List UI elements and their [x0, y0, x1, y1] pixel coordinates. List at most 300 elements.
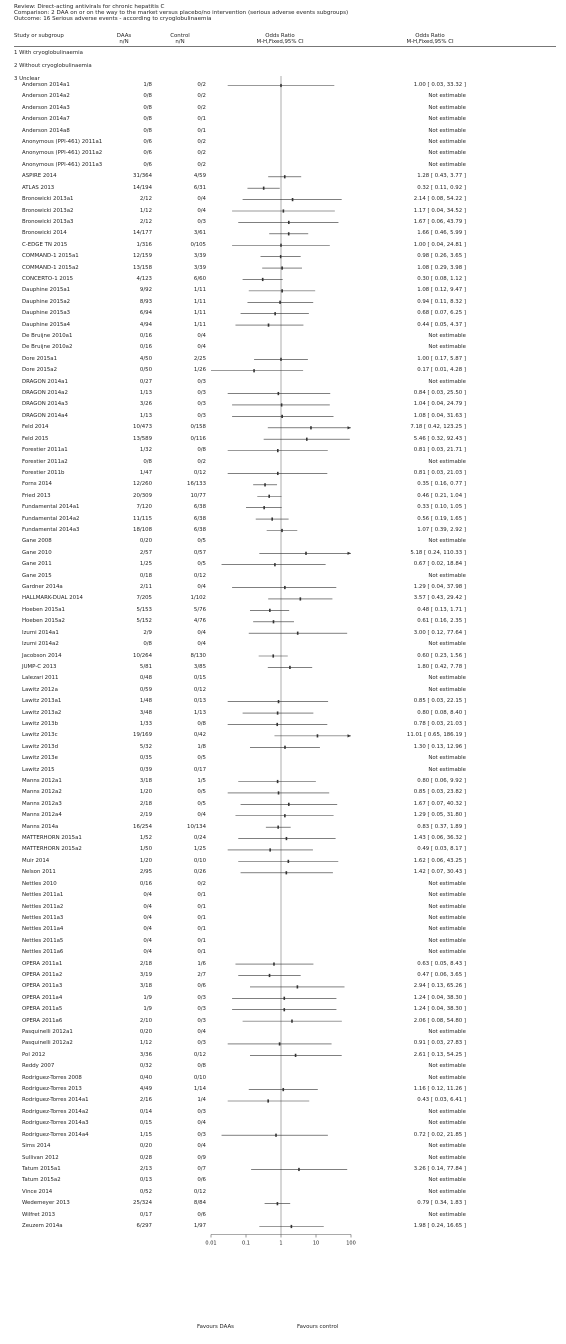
daa-events: 1/9: [143, 1006, 152, 1013]
point-estimate: [281, 415, 283, 418]
study-name: Pol 2012: [22, 1051, 46, 1058]
daa-events: 5/81: [139, 663, 152, 670]
control-events: 1/25: [193, 846, 206, 853]
daa-events: 0/6: [143, 139, 152, 146]
control-events: 1/11: [193, 321, 206, 328]
daa-events: 12/260: [133, 481, 152, 488]
point-estimate: [306, 438, 308, 441]
odds-ratio-value: 0.43 [ 0.03, 6.41 ]: [417, 1097, 466, 1104]
odds-ratio-value: 0.78 [ 0.03, 21.03 ]: [413, 720, 466, 727]
control-events: 0/4: [197, 333, 206, 340]
point-estimate: [295, 1054, 297, 1057]
odds-ratio-value: 3.00 [ 0.12, 77.64 ]: [413, 629, 466, 636]
odds-ratio-value: 1.16 [ 0.12, 11.26 ]: [413, 1086, 466, 1093]
odds-ratio-value: Not estimable: [428, 150, 466, 157]
point-estimate: [277, 1202, 279, 1205]
control-events: 0/42: [193, 732, 206, 739]
point-estimate: [278, 791, 280, 794]
control-events: 4/59: [193, 173, 206, 180]
odds-ratio-value: Not estimable: [428, 1063, 466, 1070]
daa-events: 0/18: [139, 572, 152, 579]
control-events: 0/3: [197, 1040, 206, 1047]
daa-events: 0/8: [143, 93, 152, 100]
study-name: Feld 2015: [22, 435, 49, 442]
study-name: C-EDGE TN 2015: [22, 241, 68, 248]
control-events: 1/6: [197, 960, 206, 967]
daa-events: 0/8: [143, 127, 152, 134]
study-name: De Bruijne 2010a1: [22, 333, 73, 340]
study-name: COMMAND-1 2015a1: [22, 253, 79, 260]
daa-events: 4/50: [139, 355, 152, 362]
control-events: 0/12: [193, 469, 206, 476]
daa-events: 3/18: [139, 778, 152, 784]
control-events: 0/7: [197, 1165, 206, 1172]
outcome-title: Outcome: 16 Serious adverse events - according to cryoglobulinaemia: [14, 16, 212, 22]
point-estimate: [253, 369, 255, 372]
odds-ratio-value: 1.29 [ 0.04, 37.98 ]: [413, 584, 466, 591]
point-estimate: [281, 266, 283, 269]
control-events: 1/4: [197, 1097, 206, 1104]
point-estimate: [269, 848, 271, 851]
daa-events: 0/15: [139, 1120, 152, 1127]
control-events: 0/57: [193, 549, 206, 556]
control-events: 0/5: [197, 755, 206, 762]
study-name: Bronowicki 2014: [22, 230, 67, 237]
study-name: Gardner 2014a: [22, 584, 63, 591]
daa-events: 2/16: [139, 1097, 152, 1104]
study-name: Dauphine 2015a2: [22, 298, 71, 305]
point-estimate: [268, 324, 270, 327]
control-events: 0/12: [193, 1188, 206, 1195]
odds-ratio-value: 0.94 [ 0.11, 8.32 ]: [417, 298, 466, 305]
odds-ratio-value: 0.81 [ 0.03, 21.71 ]: [413, 447, 466, 454]
control-events: 0/1: [197, 892, 206, 899]
odds-ratio-value: 1.29 [ 0.05, 31.80 ]: [413, 812, 466, 819]
daa-events: 6/94: [139, 310, 152, 317]
control-events: 0/1: [197, 914, 206, 921]
study-name: Forestier 2011a1: [22, 447, 68, 454]
control-events: 0/2: [197, 458, 206, 465]
control-events: 6/60: [193, 275, 206, 282]
study-name: Fundamental 2014a3: [22, 526, 80, 533]
study-name: Lawitz 2015: [22, 766, 55, 773]
control-events: 0/4: [197, 584, 206, 591]
odds-ratio-value: Not estimable: [428, 458, 466, 465]
control-events: 6/38: [193, 515, 206, 522]
study-name: De Bruijne 2010a2: [22, 344, 73, 351]
control-events: 0/4: [197, 1143, 206, 1150]
odds-ratio-value: Not estimable: [428, 641, 466, 648]
daa-events: 1/20: [139, 789, 152, 796]
control-events: 0/3: [197, 218, 206, 225]
odds-ratio-value: 1.43 [ 0.06, 36.32 ]: [413, 835, 466, 842]
odds-ratio-value: 1.66 [ 0.46, 5.99 ]: [417, 230, 466, 237]
study-name: Rodriguez-Torres 2013: [22, 1086, 82, 1093]
control-events: 0/4: [197, 196, 206, 203]
study-name: Gane 2010: [22, 549, 52, 556]
study-name: Pasquinelli 2012a2: [22, 1040, 73, 1047]
control-events: 0/6: [197, 983, 206, 990]
daa-events: 1/48: [139, 698, 152, 705]
subgroup-3-label: 3 Unclear: [14, 76, 40, 82]
control-events: 1/13: [193, 709, 206, 716]
study-name: Zeuzem 2014a: [22, 1223, 63, 1229]
point-estimate: [288, 221, 290, 224]
study-name: MATTERHORN 2015a2: [22, 846, 82, 853]
control-events: 0/3: [197, 1108, 206, 1115]
study-name: Manns 2012a3: [22, 800, 62, 807]
point-estimate: [278, 392, 280, 395]
study-name: Lawitz 2013c: [22, 732, 58, 739]
odds-ratio-value: 1.30 [ 0.13, 12.96 ]: [413, 743, 466, 750]
daa-events: 1/47: [139, 469, 152, 476]
study-name: Dauphine 2015a4: [22, 321, 71, 328]
control-events: 0/12: [193, 1051, 206, 1058]
control-events: 0/10: [193, 857, 206, 864]
control-events: 0/3: [197, 412, 206, 419]
control-events: 0/4: [197, 1120, 206, 1127]
control-events: 0/8: [197, 447, 206, 454]
odds-ratio-value: 0.47 [ 0.06, 3.65 ]: [417, 971, 466, 978]
daa-events: 0/16: [139, 344, 152, 351]
point-estimate: [277, 826, 279, 829]
daa-events: 14/194: [133, 184, 152, 191]
daa-events: 0/8: [143, 641, 152, 648]
odds-ratio-value: 0.68 [ 0.07, 6.25 ]: [417, 310, 466, 317]
control-column-header: Control: [170, 33, 190, 39]
x-tick-label: 10: [312, 1240, 320, 1247]
point-estimate: [281, 529, 283, 532]
odds-ratio-value: 2.94 [ 0.13, 65.26 ]: [413, 983, 466, 990]
study-name: Muir 2014: [22, 857, 50, 864]
control-events: 0/6: [197, 1177, 206, 1184]
daa-events: 0/35: [139, 755, 152, 762]
control-events: 0/5: [197, 800, 206, 807]
daa-events: 5/153: [136, 606, 152, 613]
control-events: 0/5: [197, 538, 206, 545]
daa-events: 25/324: [133, 1200, 152, 1207]
control-events: 0/1: [197, 127, 206, 134]
control-events: 1/11: [193, 298, 206, 305]
point-estimate: [276, 723, 278, 726]
odds-ratio-value: 0.33 [ 0.10, 1.05 ]: [417, 504, 466, 511]
odds-ratio-value: Not estimable: [428, 1211, 466, 1218]
point-estimate: [282, 1088, 284, 1091]
study-name: Jacobson 2014: [22, 652, 62, 659]
point-estimate: [280, 255, 282, 258]
daa-events: 2/95: [139, 869, 152, 876]
control-nn-header: n/N: [175, 39, 185, 45]
odds-ratio-value: 0.67 [ 0.02, 18.84 ]: [413, 561, 466, 568]
daa-events: 1/20: [139, 857, 152, 864]
study-name: Tatum 2015a2: [22, 1177, 61, 1184]
control-events: 0/4: [197, 1029, 206, 1036]
control-events: 0/116: [190, 435, 206, 442]
control-events: 10/77: [190, 492, 206, 499]
study-name: Gane 2011: [22, 561, 52, 568]
study-name: Izumi 2014a2: [22, 641, 59, 648]
odds-ratio-value: Not estimable: [428, 686, 466, 693]
point-estimate: [284, 175, 286, 178]
control-events: 3/39: [193, 264, 206, 271]
point-estimate: [305, 552, 307, 555]
odds-ratio-value: 0.84 [ 0.03, 25.50 ]: [413, 390, 466, 397]
control-events: 1/97: [193, 1223, 206, 1229]
study-name: Forns 2014: [22, 481, 52, 488]
daa-events: 2/57: [139, 549, 152, 556]
control-events: 0/105: [190, 241, 206, 248]
study-name: DRAGON 2014a4: [22, 412, 68, 419]
odds-ratio-value: Not estimable: [428, 675, 466, 682]
study-name: OPERA 2011a4: [22, 994, 63, 1001]
daa-events: 2/18: [139, 960, 152, 967]
study-name: Manns 2014a: [22, 823, 59, 830]
point-estimate: [284, 746, 286, 749]
odds-ratio-value: 11.01 [ 0.65, 186.19 ]: [406, 732, 466, 739]
point-estimate: [280, 244, 282, 247]
point-estimate: [292, 198, 294, 201]
study-name: DRAGON 2014a1: [22, 378, 68, 385]
daa-events: 10/264: [133, 652, 152, 659]
subgroup-1-label: 1 With cryoglobulinaemia: [14, 50, 83, 56]
study-name: Sims 2014: [22, 1143, 51, 1150]
daa-events: 0/4: [143, 949, 152, 956]
study-name: JUMP-C 2013: [22, 663, 57, 670]
control-events: 1/5: [197, 778, 206, 784]
point-estimate: [298, 1168, 300, 1171]
study-name: Anderson 2014a7: [22, 116, 70, 123]
x-tick-label: 0.1: [242, 1240, 250, 1247]
control-events: 0/8: [197, 1063, 206, 1070]
daa-events: 6/297: [136, 1223, 152, 1229]
control-events: 0/26: [193, 869, 206, 876]
point-estimate: [310, 426, 312, 429]
study-name: Dore 2015a2: [22, 367, 58, 374]
daa-events: 1/32: [139, 447, 152, 454]
odds-ratio-value: 5.46 [ 0.32, 92.43 ]: [413, 435, 466, 442]
point-estimate: [286, 871, 288, 874]
odds-ratio-value: 0.85 [ 0.03, 23.82 ]: [413, 789, 466, 796]
daa-events: 12/159: [133, 253, 152, 260]
control-events: 16/133: [187, 481, 206, 488]
control-events: 0/4: [197, 629, 206, 636]
control-events: 0/12: [193, 686, 206, 693]
odds-ratio-value: 2.61 [ 0.13, 54.25 ]: [413, 1051, 466, 1058]
control-events: 1/26: [193, 367, 206, 374]
point-estimate: [288, 232, 290, 235]
study-name: Hoeben 2015a2: [22, 618, 65, 625]
odds-ratio-value: 0.83 [ 0.37, 1.89 ]: [417, 823, 466, 830]
odds-ratio-value: 1.04 [ 0.04, 24.79 ]: [413, 401, 466, 408]
odds-ratio-value: 0.60 [ 0.23, 1.56 ]: [417, 652, 466, 659]
study-name: CONCERTO-1 2015: [22, 275, 74, 282]
study-name: HALLMARK-DUAL 2014: [22, 595, 83, 602]
odds-ratio-value: 0.46 [ 0.21, 1.04 ]: [417, 492, 466, 499]
odds-ratio-value: Not estimable: [428, 1177, 466, 1184]
daa-events: 0/40: [139, 1074, 152, 1081]
point-estimate: [280, 84, 282, 87]
study-name: Nettles 2011a6: [22, 949, 64, 956]
daa-events: 0/39: [139, 766, 152, 773]
daa-events: 10/473: [133, 424, 152, 431]
daa-events: 2/9: [143, 629, 152, 636]
odds-ratio-value: 5.18 [ 0.24, 110.33 ]: [410, 549, 466, 556]
study-name: Fundamental 2014a2: [22, 515, 80, 522]
ci-arrow: [348, 552, 352, 555]
odds-ratio-value: 0.80 [ 0.06, 9.92 ]: [417, 778, 466, 784]
odds-ratio-value: Not estimable: [428, 344, 466, 351]
study-name: Bronowicki 2013a2: [22, 207, 74, 214]
odds-ratio-value: 0.81 [ 0.03, 21.03 ]: [413, 469, 466, 476]
study-name: Nettles 2011a3: [22, 914, 64, 921]
study-name: DRAGON 2014a3: [22, 401, 68, 408]
odds-ratio-value: 1.07 [ 0.39, 2.92 ]: [417, 526, 466, 533]
daa-events: 1/15: [139, 1131, 152, 1138]
control-events: 0/5: [197, 789, 206, 796]
daa-events: 2/13: [139, 1165, 152, 1172]
study-name: Nettles 2011a5: [22, 937, 64, 944]
daa-events: 0/50: [139, 367, 152, 374]
odds-ratio-value: Not estimable: [428, 93, 466, 100]
study-name: Dore 2015a1: [22, 355, 58, 362]
point-estimate: [277, 472, 279, 475]
odds-ratio-value: Not estimable: [428, 572, 466, 579]
daa-events: 0/48: [139, 675, 152, 682]
daa-events: 3/18: [139, 983, 152, 990]
odds-ratio-value: Not estimable: [428, 892, 466, 899]
control-events: 8/130: [190, 652, 206, 659]
daa-events: 0/8: [143, 458, 152, 465]
control-events: 0/3: [197, 378, 206, 385]
point-estimate: [279, 301, 281, 304]
point-estimate: [297, 632, 299, 635]
odds-ratio-value: Not estimable: [428, 127, 466, 134]
point-estimate: [284, 586, 286, 589]
study-name: Forestier 2011a2: [22, 458, 68, 465]
daa-events: 0/8: [143, 104, 152, 111]
study-name: Fried 2013: [22, 492, 51, 499]
daa-events: 3/19: [139, 971, 152, 978]
daa-events: 18/108: [133, 526, 152, 533]
point-estimate: [263, 506, 265, 509]
daa-events: 0/16: [139, 880, 152, 887]
control-events: 0/17: [193, 766, 206, 773]
daa-events: 1/12: [139, 1040, 152, 1047]
study-name: Fundamental 2014a1: [22, 504, 80, 511]
study-name: Feld 2014: [22, 424, 49, 431]
daa-events: 0/17: [139, 1211, 152, 1218]
daa-events: 0/13: [139, 1177, 152, 1184]
control-events: 0/10: [193, 1074, 206, 1081]
study-name: COMMAND-1 2015a2: [22, 264, 79, 271]
control-events: 0/5: [197, 561, 206, 568]
control-events: 0/3: [197, 994, 206, 1001]
point-estimate: [280, 358, 282, 361]
review-title: Review: Direct-acting antivirals for chronic hepatitis C: [14, 4, 165, 10]
odds-ratio-value: 1.28 [ 0.43, 3.77 ]: [417, 173, 466, 180]
odds-ratio-value: Not estimable: [428, 903, 466, 910]
study-name: Lawitz 2012a: [22, 686, 58, 693]
study-name: Nelson 2011: [22, 869, 56, 876]
odds-ratio-value: 0.49 [ 0.03, 8.17 ]: [417, 846, 466, 853]
study-name: Anonymous (PPI-461) 2011a1: [22, 139, 103, 146]
daa-events: 14/177: [133, 230, 152, 237]
odds-ratio-value: Not estimable: [428, 116, 466, 123]
control-events: 6/38: [193, 504, 206, 511]
daa-events: 2/12: [139, 218, 152, 225]
favours-control-label: Favours control: [297, 1324, 339, 1330]
daa-events: 1/316: [136, 241, 152, 248]
odds-ratio-value: 1.42 [ 0.07, 30.43 ]: [413, 869, 466, 876]
daa-events: 0/8: [143, 116, 152, 123]
odds-ratio-value: 0.56 [ 0.19, 1.65 ]: [417, 515, 466, 522]
control-events: 0/1: [197, 949, 206, 956]
control-events: 0/2: [197, 150, 206, 157]
control-events: 0/1: [197, 926, 206, 933]
odds-ratio-value: Not estimable: [428, 1108, 466, 1115]
odds-ratio-value: 0.63 [ 0.05, 8.43 ]: [417, 960, 466, 967]
x-tick-label: 100: [346, 1240, 356, 1247]
control-events: 3/39: [193, 253, 206, 260]
odds-ratio-value: Not estimable: [428, 880, 466, 887]
control-events: 0/158: [190, 424, 206, 431]
daa-events: 13/589: [133, 435, 152, 442]
odds-ratio-value: 7.18 [ 0.42, 123.25 ]: [410, 424, 466, 431]
odds-ratio-value: Not estimable: [428, 1120, 466, 1127]
daa-events: 1/13: [139, 390, 152, 397]
odds-ratio-value: Not estimable: [428, 1154, 466, 1161]
daa-events: 1/52: [139, 835, 152, 842]
control-events: 5/76: [193, 606, 206, 613]
study-name: OPERA 2011a2: [22, 971, 63, 978]
odds-ratio-value-header: Odds Ratio: [415, 33, 445, 39]
study-name: Rodriguez-Torres 2014a3: [22, 1120, 89, 1127]
odds-ratio-value: Not estimable: [428, 538, 466, 545]
study-name: MATTERHORN 2015a1: [22, 835, 82, 842]
daa-events: 3/48: [139, 709, 152, 716]
odds-ratio-value: Not estimable: [428, 1074, 466, 1081]
study-name: Lawitz 2013a1: [22, 698, 62, 705]
odds-ratio-value: Not estimable: [428, 926, 466, 933]
study-name: Nettles 2011a4: [22, 926, 64, 933]
odds-ratio-value: 1.67 [ 0.06, 43.79 ]: [413, 218, 466, 225]
control-events: 0/1: [197, 903, 206, 910]
daa-events: 0/16: [139, 333, 152, 340]
study-name: Rodriguez-Torres 2008: [22, 1074, 82, 1081]
point-estimate: [278, 700, 280, 703]
point-estimate: [291, 1020, 293, 1023]
study-name: Rodriguez-Torres 2014a4: [22, 1131, 89, 1138]
study-name: Manns 2012a2: [22, 789, 62, 796]
control-events: 4/76: [193, 618, 206, 625]
control-events: 0/3: [197, 401, 206, 408]
control-events: 0/6: [197, 1211, 206, 1218]
point-estimate: [263, 187, 265, 190]
control-events: 0/2: [197, 82, 206, 88]
odds-ratio-value: 1.17 [ 0.04, 34.52 ]: [413, 207, 466, 214]
odds-ratio-value: Not estimable: [428, 378, 466, 385]
odds-ratio-value: 1.08 [ 0.12, 9.47 ]: [417, 287, 466, 294]
odds-ratio-value: 1.00 [ 0.04, 24.81 ]: [413, 241, 466, 248]
daas-column-header: DAAs: [116, 33, 132, 39]
control-events: 0/2: [197, 104, 206, 111]
daa-events: 0/20: [139, 1029, 152, 1036]
control-events: 0/2: [197, 880, 206, 887]
point-estimate: [268, 495, 270, 498]
control-events: 8/84: [193, 1200, 206, 1207]
study-name: OPERA 2011a5: [22, 1006, 63, 1013]
control-events: 3/61: [193, 230, 206, 237]
